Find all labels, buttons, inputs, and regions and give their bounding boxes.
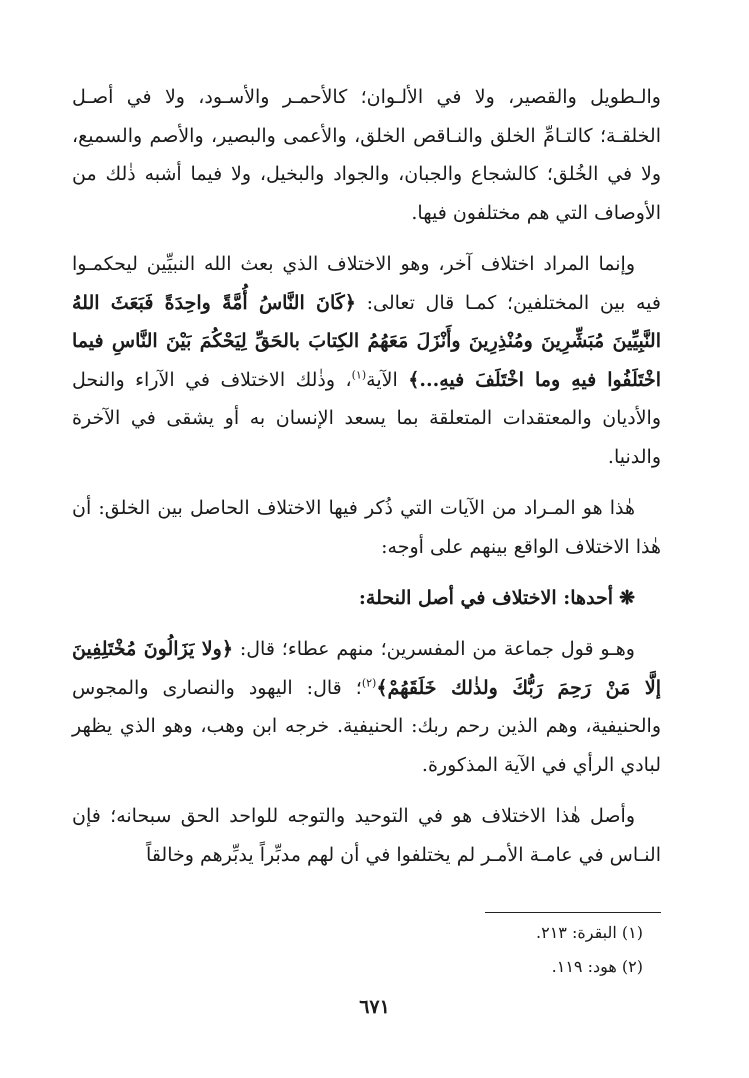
paragraph-4-text: وهـو قول جماعة من المفسرين؛ منهم عطاء؛ قال:: [239, 638, 635, 660]
paragraph-4: [72, 630, 661, 784]
section-heading-text: أحدها: الاختلاف في أصل النحلة:: [358, 587, 614, 609]
paragraph-2: [72, 245, 661, 476]
paragraph-3: هٰذا هو المـراد من الآيات التي ذُكر فيها الاختلاف الحاصل بين الخلق: أن هٰذا الاختلاف الواقع بينهم على أوجه:: [72, 497, 661, 558]
paragraph-2-text: وإنما المراد اختلاف آخر، وهو الاختلاف الذي بعث الله النبيِّين ليحكمـوا فيه بين المختلفين؛ كمـا قال تعالى:: [72, 253, 661, 314]
aya-label: الآية: [366, 368, 398, 391]
page-number: ٦٧١: [359, 996, 390, 1018]
paragraph-2-rest: ، وذٰلك الاختلاف في الآراء والنحل والأديان والمعتقدات المتعلقة بما يسعد الإنسان به أو يشقى في الآخرة والدنيا.: [72, 368, 661, 468]
asterism-icon: ❋: [619, 587, 635, 609]
page-body: [72, 78, 661, 887]
footnote-1: (١) البقرة: ٢١٣.: [536, 923, 643, 942]
footnote-2: (٢) هود: ١١٩.: [551, 957, 643, 976]
footnote-divider: [485, 912, 661, 913]
quran-verse-2: ﴿ولا يَزَالُونَ مُخْتَلِفِينَ إلَّا مَنْ رَحِمَ رَبُّكَ ولذٰلك خَلَقَهُمْ﴾: [72, 638, 661, 699]
section-heading: [72, 579, 635, 617]
quran-verse-1: ﴿كَانَ النَّاسُ أُمَّةً واحِدَةً فَبَعَثَ اللهُ النَّبِيِّينَ مُبَشِّرِينَ ومُنْذِرِينَ وأَنْزَلَ مَعَهُمُ الكِتابَ بالحَقِّ لِيَحْكُمَ بَيْنَ النَّاسِ فيما اخْتَلَفُوا فيهِ وما اخْتَلَفَ فيهِ...﴾: [72, 291, 662, 391]
footnotes: [536, 916, 643, 984]
paragraph-5: وأصل هٰذا الاختلاف هو في التوحيد والتوجه للواحد الحق سبحانه؛ فإن النـاس في عامـة الأمـر لم يختلفوا في أن لهم مدبِّراً يدبِّرهم وخالقاً: [72, 805, 661, 866]
paragraph-4-rest: ؛ قال: اليهود والنصارى والمجوس والحنيفية، وهم الذين رحم ربك: الحنيفية. خرجه ابن وهب، وهو الذي يظهر لبادي الرأي في الآية المذكورة.: [72, 676, 661, 776]
footnote-ref-1[interactable]: (١): [351, 368, 367, 382]
paragraph-1: والـطويل والقصير، ولا في الألـوان؛ كالأحمـر والأسـود، ولا في أصـل الخلقـة؛ كالتـامِّ الخلق والنـاقص الخلق، والأعمى والبصير، والأصم والسميع، ولا في الخُلق؛ كالشجاع والجبان، والجواد والبخيل، ولا فيما أشبه ذٰلك من الأوصاف التي هم مختلفون فيها.: [72, 86, 661, 224]
footnote-ref-2[interactable]: (٢): [361, 676, 377, 690]
